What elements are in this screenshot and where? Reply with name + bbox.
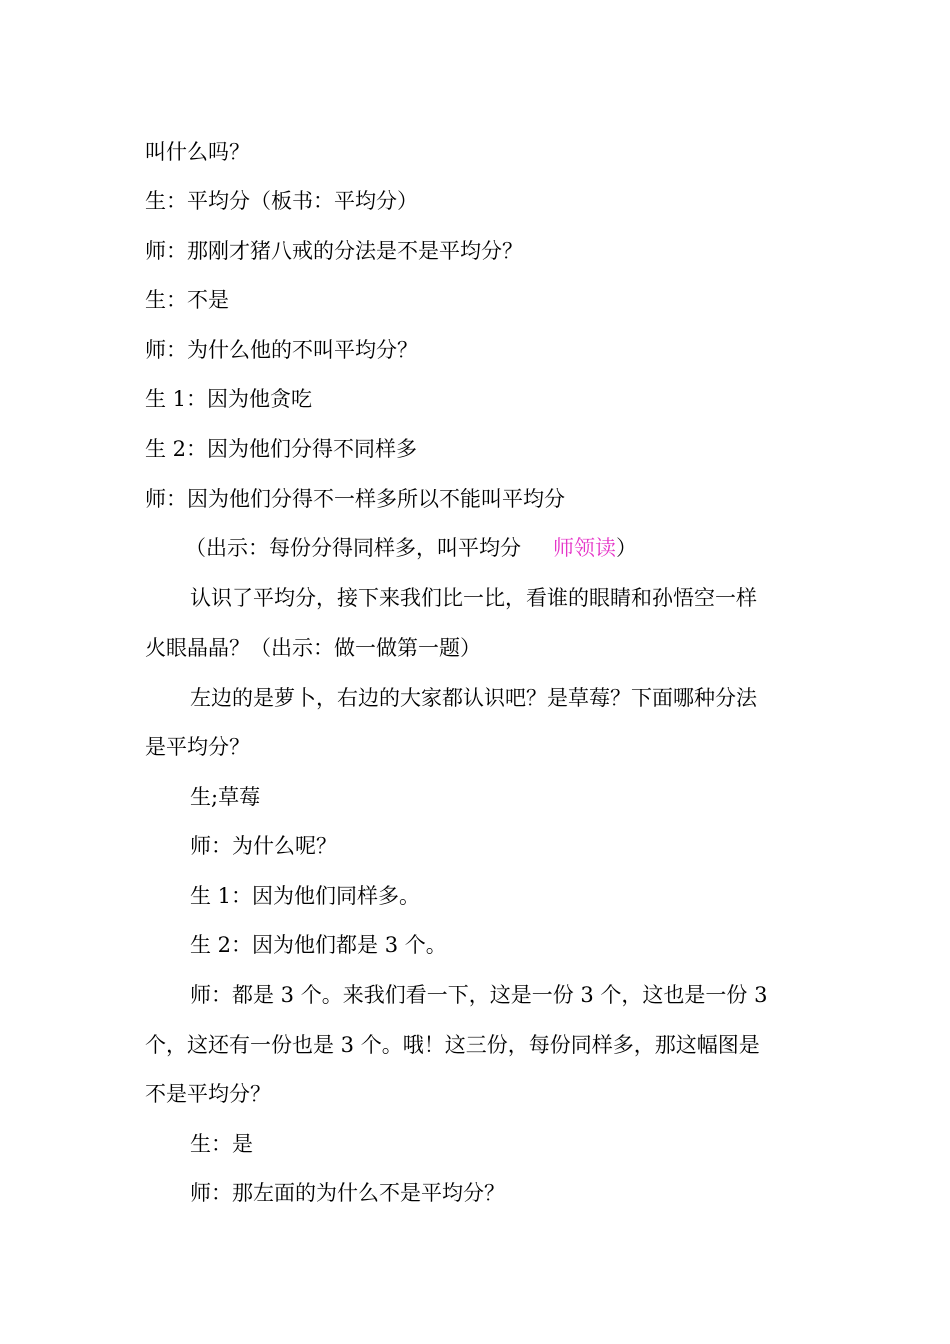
paragraph-line-2: 火眼晶晶？（出示：做一做第一题） — [145, 636, 481, 660]
text-line-3: 师：那刚才猪八戒的分法是不是平均分？ — [145, 239, 523, 263]
highlight-text: 师领读 — [553, 536, 616, 560]
paragraph-line-11: 不是平均分？ — [145, 1082, 271, 1106]
show-line-close: ） — [616, 536, 637, 560]
paragraph-line-1: 认识了平均分，接下来我们比一比，看谁的眼睛和孙悟空一样 — [190, 586, 757, 610]
show-line-text: （出示：每份分得同样多，叫平均分 — [185, 536, 521, 560]
text-line-6: 生 1：因为他贪吃 — [145, 387, 313, 411]
show-line — [185, 533, 850, 563]
text-line-2: 生：平均分（板书：平均分） — [145, 189, 418, 213]
text-line-5: 师：为什么他的不叫平均分？ — [145, 338, 418, 362]
paragraph-line-8: 生 2：因为他们都是 3 个。 — [190, 933, 447, 957]
text-line-4: 生：不是 — [145, 288, 229, 312]
text-line-7: 生 2：因为他们分得不同样多 — [145, 437, 418, 461]
paragraph-line-13: 师：那左面的为什么不是平均分？ — [190, 1181, 505, 1205]
paragraph-line-3: 左边的是萝卜，右边的大家都认识吧？是草莓？下面哪种分法 — [190, 686, 757, 710]
paragraph-line-9: 师：都是 3 个。来我们看一下，这是一份 3 个，这也是一份 3 — [190, 983, 768, 1007]
paragraph-line-12: 生：是 — [190, 1132, 253, 1156]
paragraph-line-4: 是平均分？ — [145, 735, 250, 759]
paragraph-line-7: 生 1：因为他们同样多。 — [190, 884, 421, 908]
text-line-1: 叫什么吗？ — [145, 140, 250, 164]
paragraph-line-10: 个，这还有一份也是 3 个。哦！这三份，每份同样多，那这幅图是 — [145, 1033, 760, 1057]
paragraph-line-5: 生;草莓 — [190, 785, 261, 809]
paragraph-line-6: 师：为什么呢？ — [190, 834, 337, 858]
text-line-8: 师：因为他们分得不一样多所以不能叫平均分 — [145, 487, 565, 511]
